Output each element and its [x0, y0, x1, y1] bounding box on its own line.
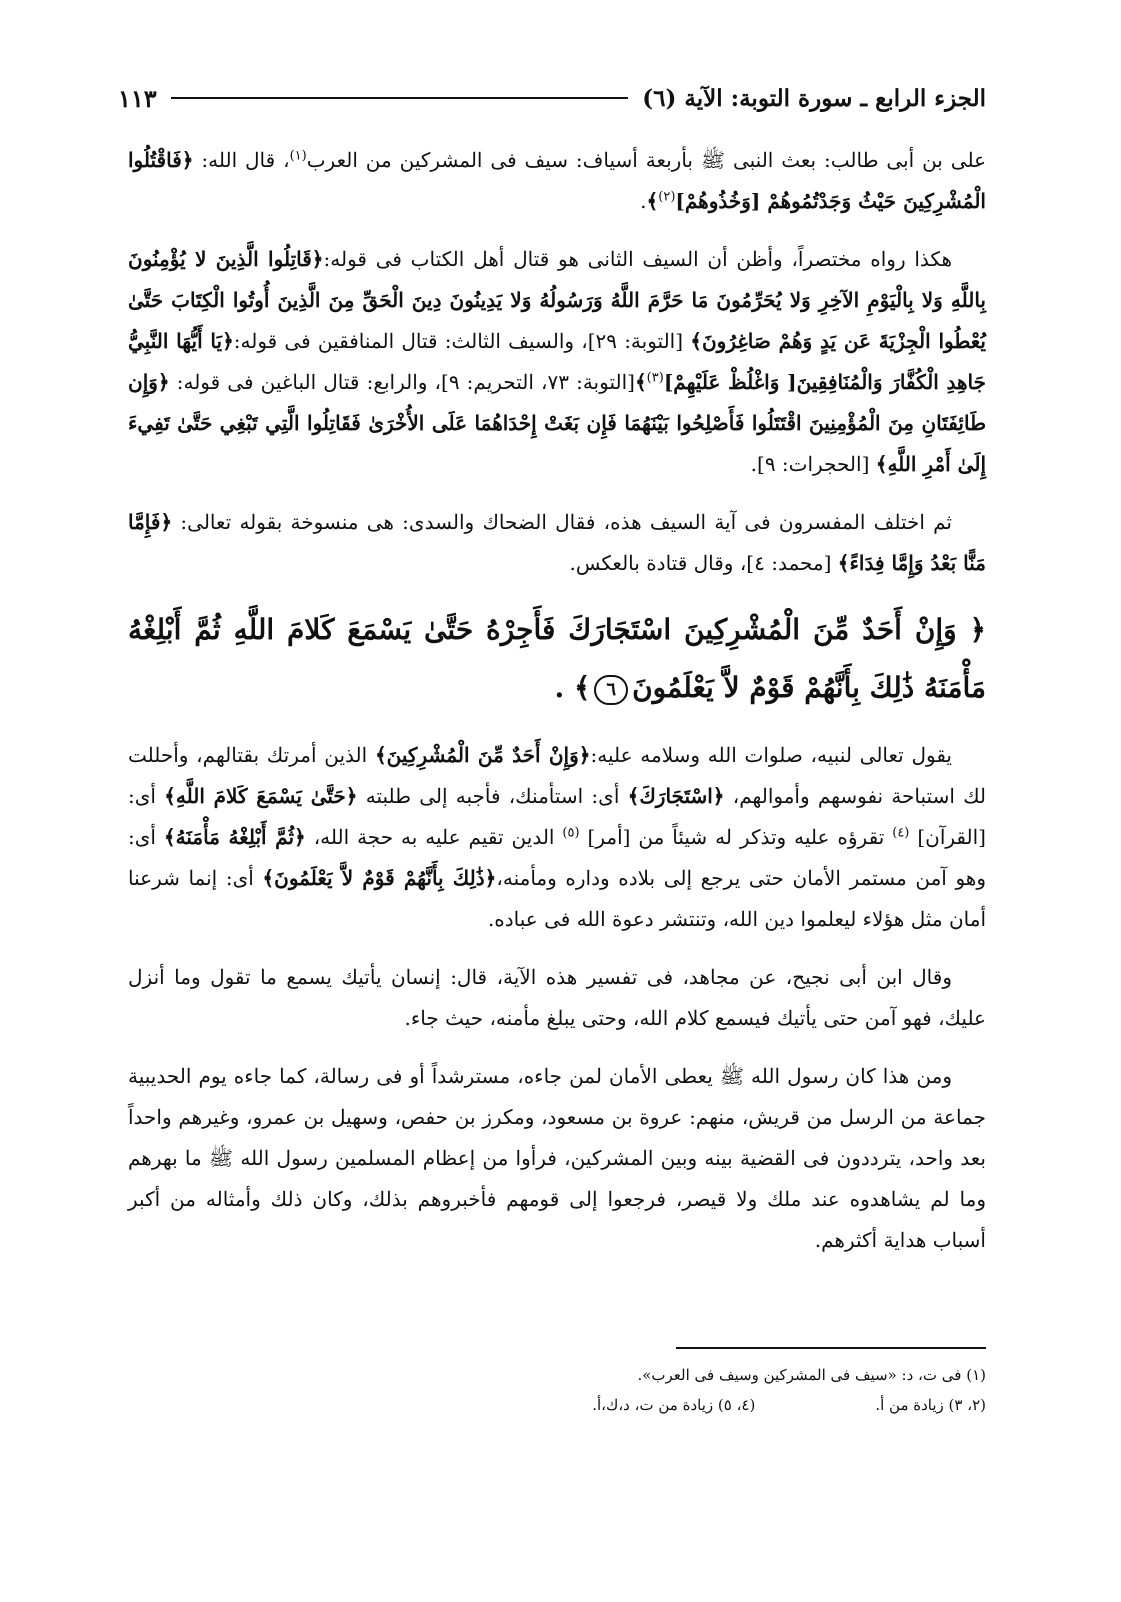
verse-end: ﴾ .	[554, 671, 591, 704]
footnotes	[128, 1360, 986, 1420]
quran-quote: ﴿يَا أَيُّهَا النَّبِيُّ جَاهِدِ الْكُفَّارَ وَالْمُنَافِقِينَ[ وَاغْلُظْ عَلَيْهِمْ]	[128, 329, 987, 394]
quran-quote-end: ﴾	[634, 370, 647, 394]
running-head	[118, 78, 986, 118]
paragraph-text: أى: وهو آمن مستمر الأمان حتى يرجع إلى بلاده وداره ومأمنه،	[128, 825, 987, 890]
paragraph-2	[128, 239, 986, 485]
page-body	[128, 140, 986, 1278]
paragraph-text: هكذا رواه مختصراً، وأظن أن السيف الثانى هو قتال أهل الكتاب فى قوله:	[323, 247, 952, 271]
paragraph-text: تقرؤه عليه وتذكر له شيئاً من [أمر]	[587, 825, 885, 849]
footnote-2: (٢، ٣) زيادة من أ.	[875, 1396, 986, 1414]
paragraph-text: على بن أبى طالب: بعث النبى ﷺ بأربعة أسياف: سيف فى المشركين من العرب	[306, 148, 986, 172]
footnote-ref: (١)	[289, 148, 307, 164]
paragraph-text: ثم اختلف المفسرون فى آية السيف هذه، فقال الضحاك والسدى: هى منسوخة بقوله تعالى:	[180, 510, 952, 534]
paragraph-text: أى: إنما شرعنا أمان مثل هؤلاء ليعلموا دين الله، وتنتشر دعوة الله فى عباده.	[128, 866, 986, 931]
footnote-ref: (٢)	[658, 189, 676, 205]
quran-quote: ﴿قَاتِلُوا الَّذِينَ لا يُؤْمِنُونَ بِاللَّهِ وَلا بِالْيَوْمِ الآخِرِ وَلا يُحَرِّمُونَ مَا حَرَّمَ اللَّهُ وَرَسُولُهُ وَلا يَدِينُونَ دِينَ الْحَقِّ مِنَ الَّذِينَ أُوتُوا الْكِتَابَ حَتَّىٰ يُعْطُوا الْجِزْيَةَ عَن يَدٍ وَهُمْ صَاغِرُونَ﴾	[128, 247, 986, 353]
paragraph-text: أى: استأمنك، فأجبه إلى طلبته	[365, 784, 620, 808]
paragraph-text: أى: [القرآن]	[128, 784, 986, 849]
header-rule	[171, 97, 629, 99]
paragraph-6: ومن هذا كان رسول الله ﷺ يعطى الأمان لمن جاءه، مسترشداً أو فى رسالة، كما جاءه يوم الحديبية جماعة من الرسل من قريش، منهم: عروة بن مسعود، ومكرز بن حفص، وسهيل بن عمرو، وغيرهم واحداً بعد واحد، يترددون فى القضية بينه وبين المشركين، فرأوا من إعظام المسلمين رسول الله ﷺ ما بهرهم وما لم يشاهدوه عند ملك ولا قيصر، فرجعوا إلى قومهم فأخبروهم بذلك، وكان ذلك وأمثاله من أكبر أسباب هداية أكثرهم.	[128, 1064, 986, 1252]
paragraph-text: [التوبة: ٢٩]، والسيف الثالث: قتال المنافقين فى قوله:	[233, 329, 684, 353]
running-title: الجزء الرابع ـ سورة التوبة: الآية (٦)	[642, 84, 986, 112]
quran-quote: ﴿حَتَّىٰ يَسْمَعَ كَلامَ اللَّهِ﴾	[164, 784, 358, 808]
quran-quote: ﴿فَإِمَّا مَنًّا بَعْدُ وَإِمَّا فِدَاءً﴾	[128, 510, 986, 575]
footnote-spacer	[755, 1390, 875, 1420]
paragraph-text: الذين أمرتك بقتالهم، وأحللت لك استباحة نفوسهم وأموالهم،	[128, 743, 987, 808]
quran-quote-end: ﴾	[646, 189, 659, 213]
quran-quote: ﴿فَاقْتُلُوا الْمُشْرِكِينَ حَيْثُ وَجَدْتُمُوهُمْ [وَخُذُوهُمْ]	[128, 148, 986, 213]
footnote-1: (١) فى ت، د: «سيف فى المشركين وسيف فى العرب».	[637, 1366, 986, 1384]
verse-block	[128, 601, 986, 717]
footnote-ref: (٤)	[892, 825, 910, 841]
footnote-ref: (٣)	[646, 370, 664, 386]
footnote-ref: (٥)	[562, 825, 580, 841]
paragraph-text: [التوبة: ٧٣، التحريم: ٩]، والرابع: قتال الباغين فى قوله:	[176, 370, 635, 394]
paragraph-text: [الحجرات: ٩].	[750, 452, 870, 476]
paragraph-text: [محمد: ٤]، وقال قتادة بالعكس.	[569, 551, 832, 575]
footnote-rule	[676, 1347, 986, 1349]
paragraph-3	[128, 502, 986, 584]
footnote-row	[128, 1360, 986, 1390]
paragraph-text: .	[640, 189, 647, 213]
ayah-number-marker: ٦	[594, 675, 628, 705]
paragraph-4	[128, 735, 986, 940]
quran-quote: ﴿اسْتَجَارَكَ﴾	[627, 784, 725, 808]
paragraph-text: يقول تعالى لنبيه، صلوات الله وسلامه عليه:	[590, 743, 952, 767]
quran-quote: ﴿وَإِن طَائِفَتَانِ مِنَ الْمُؤْمِنِينَ اقْتَتَلُوا فَأَصْلِحُوا بَيْنَهُمَا فَإِن بَغَتْ إِحْدَاهُمَا عَلَى الأُخْرَىٰ فَقَاتِلُوا الَّتِي تَبْغِي حَتَّىٰ تَفِيءَ إِلَىٰ أَمْرِ اللَّهِ﴾	[128, 370, 986, 476]
paragraph-1	[128, 140, 986, 222]
paragraph-text: ، قال الله:	[201, 148, 290, 172]
footnote-3: (٤، ٥) زيادة من ت، د،ك،أ.	[592, 1396, 756, 1414]
paragraph-5: وقال ابن أبى نجيح، عن مجاهد، فى تفسير هذه الآية، قال: إنسان يأتيك يسمع ما تقول وما أنزل عليك، فهو آمن حتى يأتيك فيسمع كلام الله، وحتى يبلغ مأمنه، حيث جاء.	[128, 965, 986, 1030]
paragraph-text: الدين تقيم عليه به حجة الله،	[313, 825, 555, 849]
footnote-row	[128, 1390, 986, 1420]
quran-quote: ﴿وَإِنْ أَحَدٌ مِّنَ الْمُشْرِكِينَ﴾	[374, 743, 591, 767]
quran-quote: ﴿ذَٰلِكَ بِأَنَّهُمْ قَوْمٌ لاَّ يَعْلَمُونَ﴾	[262, 866, 497, 890]
page-number: ١١٣	[118, 83, 157, 113]
verse-text: ﴿ وَإِنْ أَحَدٌ مِّنَ الْمُشْرِكِينَ اسْتَجَارَكَ فَأَجِرْهُ حَتَّىٰ يَسْمَعَ كَلامَ اللَّهِ ثُمَّ أَبْلِغْهُ مَأْمَنَهُ ذَٰلِكَ بِأَنَّهُمْ قَوْمٌ لاَّ يَعْلَمُونَ	[128, 613, 986, 704]
quran-quote: ﴿ثُمَّ أَبْلِغْهُ مَأْمَنَهُ﴾	[163, 825, 306, 849]
